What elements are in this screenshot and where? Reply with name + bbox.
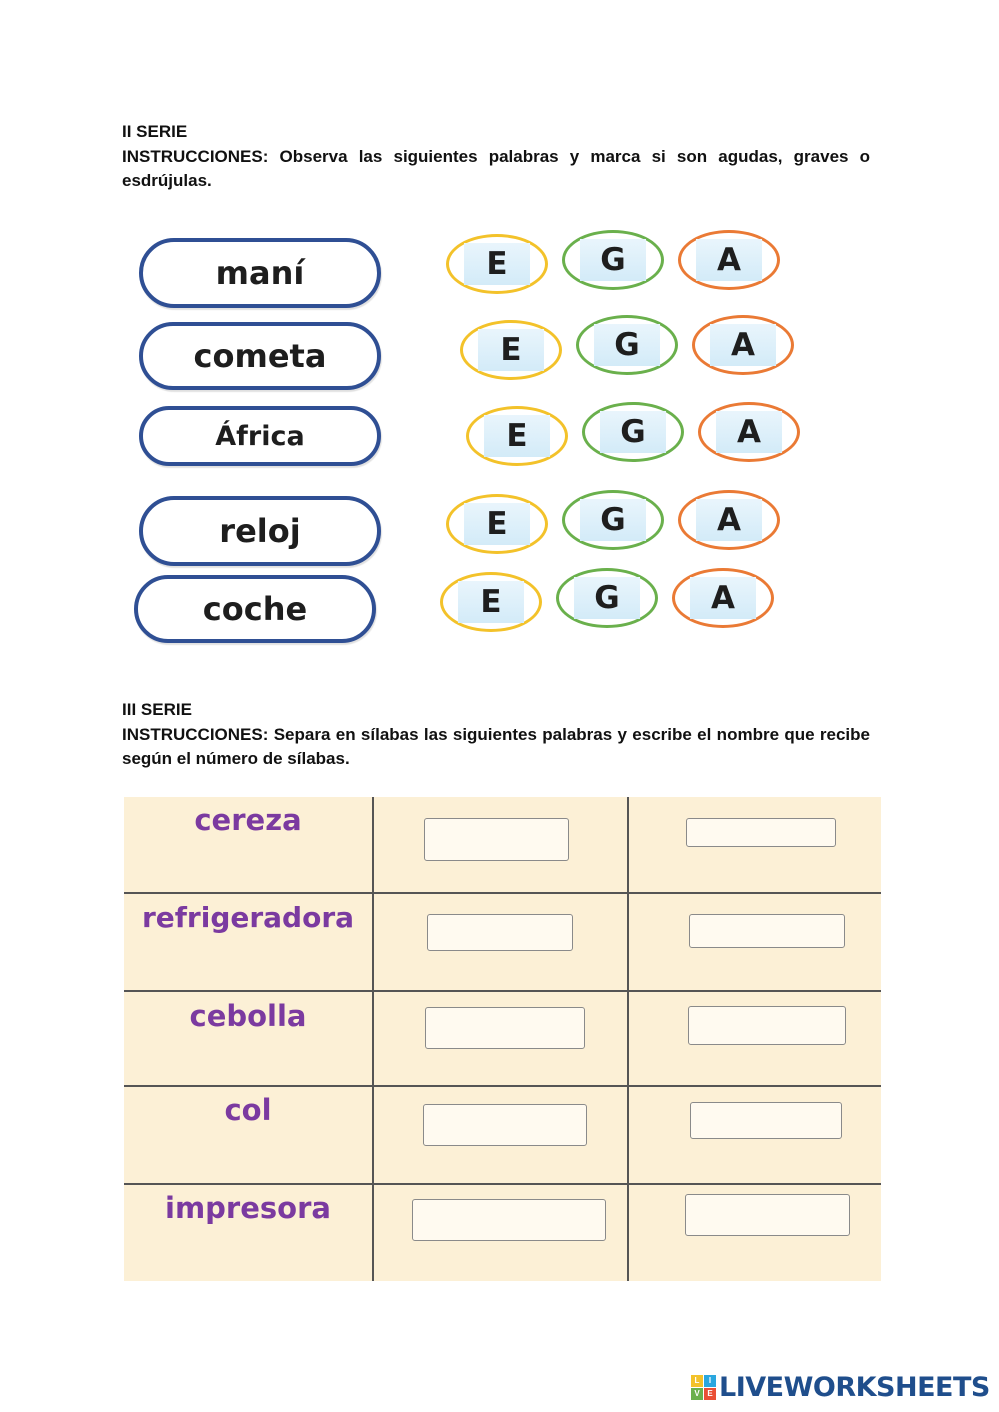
serie2-title: II SERIE xyxy=(122,122,188,141)
logo-text: LIVEWORKSHEETS xyxy=(719,1371,990,1403)
option-g-label: G xyxy=(600,411,666,453)
option-a-coche[interactable] xyxy=(672,568,774,628)
option-a-label: A xyxy=(690,577,756,619)
option-g-label: G xyxy=(580,239,646,281)
syllables-input-cebolla[interactable] xyxy=(425,1007,585,1049)
option-e-africa[interactable] xyxy=(466,406,568,466)
option-a-cometa[interactable] xyxy=(692,315,794,375)
word-pill-africa: África xyxy=(139,406,381,466)
option-g-label: G xyxy=(580,499,646,541)
option-g-label: G xyxy=(594,324,660,366)
table-word-cereza: cereza xyxy=(194,803,302,837)
option-e-label: E xyxy=(464,503,530,545)
option-a-label: A xyxy=(716,411,782,453)
table-word-col: col xyxy=(224,1093,272,1127)
logo-mark-icon: L I V E xyxy=(691,1375,716,1400)
option-a-label: A xyxy=(696,499,762,541)
name-input-impresora[interactable] xyxy=(685,1194,850,1236)
word-pill-cometa: cometa xyxy=(139,322,381,390)
option-a-label: A xyxy=(710,324,776,366)
option-e-mani[interactable] xyxy=(446,234,548,294)
option-g-coche[interactable] xyxy=(556,568,658,628)
syllable-table xyxy=(124,797,881,1281)
syllables-input-refrigeradora[interactable] xyxy=(427,914,573,951)
table-divider xyxy=(627,797,629,1281)
syllables-input-cereza[interactable] xyxy=(424,818,569,861)
option-g-label: G xyxy=(574,577,640,619)
option-g-africa[interactable] xyxy=(582,402,684,462)
table-divider xyxy=(372,797,374,1281)
table-word-refrigeradora: refrigeradora xyxy=(141,901,355,934)
syllables-input-col[interactable] xyxy=(423,1104,587,1146)
option-a-label: A xyxy=(696,239,762,281)
option-a-mani[interactable] xyxy=(678,230,780,290)
word-pill-coche: coche xyxy=(134,575,376,643)
word-pill-reloj: reloj xyxy=(139,496,381,566)
serie3-title: III SERIE xyxy=(122,700,192,719)
table-word-cebolla: cebolla xyxy=(189,999,307,1033)
table-divider xyxy=(124,990,881,992)
word-pill-mani: maní xyxy=(139,238,381,308)
option-a-reloj[interactable] xyxy=(678,490,780,550)
option-e-reloj[interactable] xyxy=(446,494,548,554)
name-input-cereza[interactable] xyxy=(686,818,836,847)
serie3-instructions: INSTRUCCIONES: Separa en sílabas las siguientes palabras y escribe el nombre que recibe según el número de sílabas. xyxy=(122,725,870,768)
option-e-label: E xyxy=(478,329,544,371)
table-divider xyxy=(124,1183,881,1185)
option-g-mani[interactable] xyxy=(562,230,664,290)
name-input-cebolla[interactable] xyxy=(688,1006,846,1045)
syllables-input-impresora[interactable] xyxy=(412,1199,606,1241)
option-e-cometa[interactable] xyxy=(460,320,562,380)
option-e-label: E xyxy=(464,243,530,285)
option-g-cometa[interactable] xyxy=(576,315,678,375)
serie2-instructions: INSTRUCCIONES: Observa las siguientes palabras y marca si son agudas, graves o esdrújulas. xyxy=(122,147,870,190)
table-divider xyxy=(124,892,881,894)
option-e-label: E xyxy=(458,581,524,623)
liveworksheets-logo xyxy=(691,1372,990,1402)
option-g-reloj[interactable] xyxy=(562,490,664,550)
name-input-col[interactable] xyxy=(690,1102,842,1139)
name-input-refrigeradora[interactable] xyxy=(689,914,845,948)
table-divider xyxy=(124,1085,881,1087)
option-a-africa[interactable] xyxy=(698,402,800,462)
table-word-impresora: impresora xyxy=(165,1191,331,1225)
option-e-coche[interactable] xyxy=(440,572,542,632)
option-e-label: E xyxy=(484,415,550,457)
